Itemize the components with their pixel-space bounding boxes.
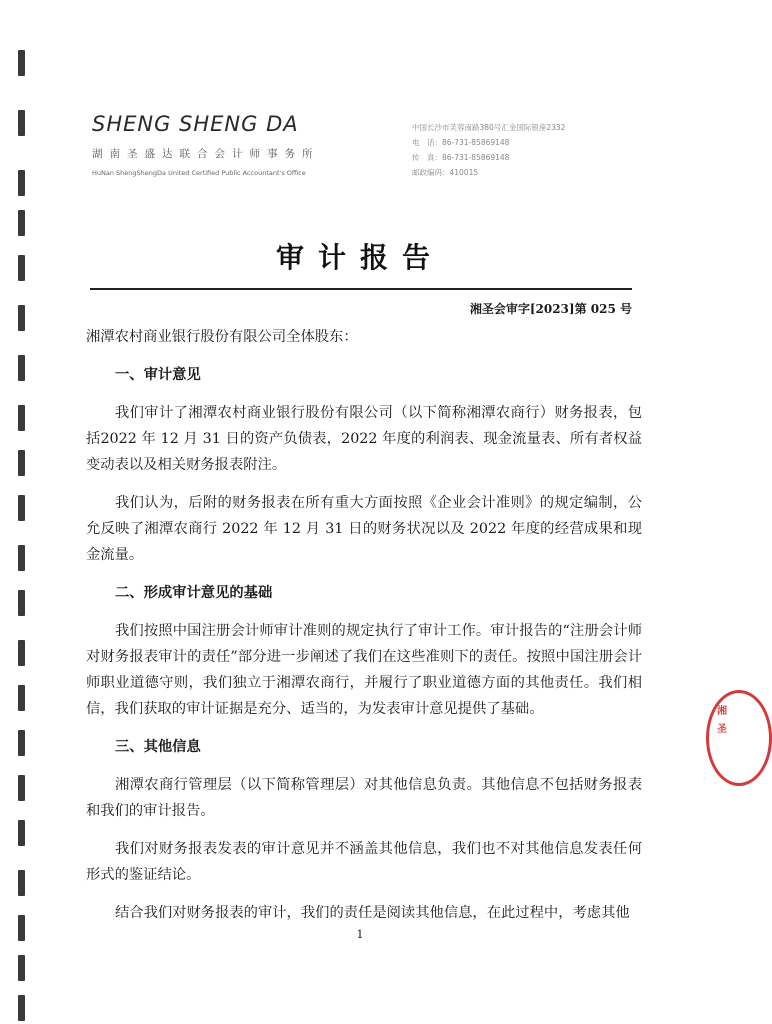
section-heading: 一、审计意见 [115,367,201,383]
fax: 传 真：86-731-85869148 [412,153,510,162]
binding-marks [18,40,26,1024]
report-title: 审计报告 [275,241,444,274]
brand-name: SHENG SHENG DA [92,112,299,136]
addressee: 湘潭农村商业银行股份有限公司全体股东： [86,329,358,345]
address: 中国长沙市芙蓉南路380号汇金国际银座2332 [412,123,566,132]
paragraph: 我们对财务报表发表的审计意见并不涵盖其他信息，我们也不对其他信息发表任何形式的鉴证结论。 [86,841,642,883]
firm-name-cn: 湖南圣盛达联合会计师事务所 [92,148,320,160]
section-heading: 二、形成审计意见的基础 [115,585,273,601]
firm-name-en: HuNan ShengShengDa United Certified Public Accountant's Office [92,169,306,177]
postcode: 邮政编码：410015 [412,168,479,177]
phone: 电 话：86-731-85869148 [412,138,510,147]
paragraph: 结合我们对财务报表的审计，我们的责任是阅读其他信息，在此过程中，考虑其他 [115,905,630,921]
red-seal-stamp: 湘 圣 [706,690,772,786]
document-number: 湘圣会审字[2023]第 025 号 [469,302,632,316]
paragraph: 我们认为，后附的财务报表在所有重大方面按照《企业会计准则》的规定编制，公允反映了湘潭农商行 2022 年 12 月 31 日的财务状况以及 2022 年度的经营成果和现金流量。 [86,495,642,563]
title-divider [90,288,632,290]
letterhead-contact [412,120,565,180]
report-body [86,324,642,938]
page-number: 1 [356,928,364,941]
letterhead-logo [92,112,320,177]
paragraph: 我们审计了湘潭农村商业银行股份有限公司（以下简称湘潭农商行）财务报表，包括2022 年 12 月 31 日的资产负债表，2022 年度的利润表、现金流量表、所有者权益变动表以及相关财务报表附注。 [86,405,642,473]
section-heading: 三、其他信息 [115,739,201,755]
paragraph: 湘潭农商行管理层（以下简称管理层）对其他信息负责。其他信息不包括财务报表和我们的审计报告。 [86,777,642,819]
paragraph: 我们按照中国注册会计师审计准则的规定执行了审计工作。审计报告的“注册会计师对财务报表审计的责任”部分进一步阐述了我们在这些准则下的责任。按照中国注册会计师职业道德守则，我们独立于湘潭农商行，并履行了职业道德方面的其他责任。我们相信，我们获取的审计证据是充分、适当的，为发表审计意见提供了基础。 [86,623,642,717]
